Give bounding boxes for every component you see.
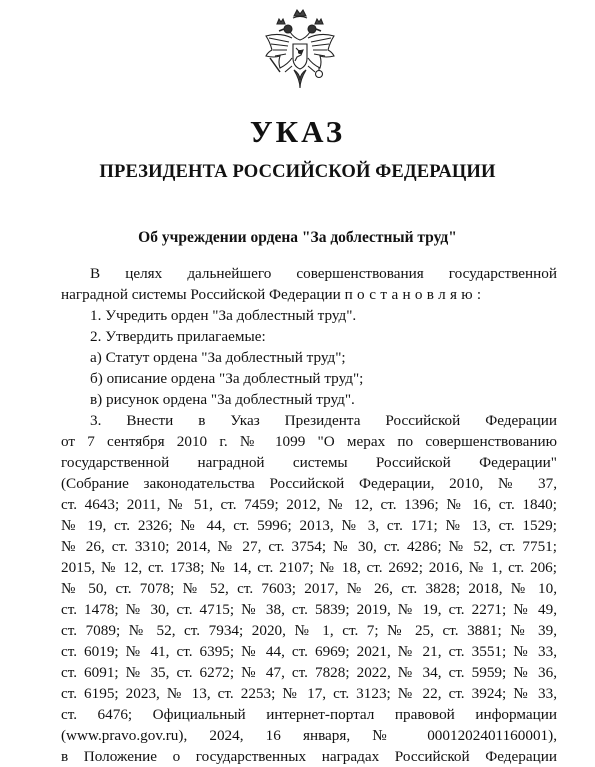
text-line-content: № 26, ст. 3310; 2014, № 27, ст. 3754; № 30, ст. 4286; № 52, ст. 7751;	[61, 538, 557, 555]
text-line-content: (Собрание законодательства Российской Федерации, 2010, № 37,	[61, 475, 557, 492]
text-line-content: ст. 7089; № 52, ст. 7934; 2020, № 1, ст. 7; № 25, ст. 3881; № 39,	[61, 622, 557, 639]
spaced-word: постановляю:	[344, 286, 486, 303]
decree-body	[61, 263, 557, 767]
text-line	[61, 536, 557, 557]
text-line	[61, 431, 557, 452]
text-line-content: ст. 6195; 2023, № 13, ст. 2253; № 17, ст. 3123; № 22, ст. 3924; № 33,	[61, 685, 557, 702]
text-line	[61, 578, 557, 599]
text-line	[61, 620, 557, 641]
coat-of-arms-emblem-icon	[259, 4, 341, 92]
text-line	[61, 704, 557, 725]
text-line	[61, 473, 557, 494]
text-line	[61, 599, 557, 620]
text-line	[61, 683, 557, 704]
text-line-content: 2. Утвердить прилагаемые:	[90, 328, 266, 345]
text-line-content: б) описание ордена "За доблестный труд";	[90, 370, 364, 387]
text-line-content: наградной системы Российской Федерации	[61, 286, 345, 303]
text-line	[61, 662, 557, 683]
text-line	[61, 494, 557, 515]
text-line-content: ст. 4643; 2011, № 51, ст. 7459; 2012, № 12, ст. 1396; № 16, ст. 1840;	[61, 496, 557, 513]
text-line	[61, 368, 557, 389]
text-line-content: № 50, ст. 7078; № 52, ст. 7603; 2017, № 26, ст. 3828; 2018, № 10,	[61, 580, 557, 597]
text-line-content: В целях дальнейшего совершенствования государственной	[90, 265, 557, 282]
text-line	[61, 725, 557, 746]
text-line-content: 3. Внести в Указ Президента Российской Федерации	[90, 412, 557, 429]
text-line	[61, 452, 557, 473]
text-line	[61, 746, 557, 767]
document-subtitle: ПРЕЗИДЕНТА РОССИЙСКОЙ ФЕДЕРАЦИИ	[99, 161, 496, 182]
text-line	[61, 347, 557, 368]
text-line-content: в) рисунок ордена "За доблестный труд".	[90, 391, 355, 408]
text-line-content: от 7 сентября 2010 г. № 1099 "О мерах по совершенствованию	[61, 433, 557, 450]
text-line-content: ст. 6091; № 35, ст. 6272; № 47, ст. 7828; 2022, № 34, ст. 5959; № 36,	[61, 664, 557, 681]
text-line	[61, 557, 557, 578]
text-line-content: в Положение о государственных наградах Российской Федерации	[61, 748, 557, 765]
text-line	[61, 326, 557, 347]
text-line	[61, 284, 557, 305]
text-line-content: ст. 1478; № 30, ст. 4715; № 38, ст. 5839; 2019, № 19, ст. 2271; № 49,	[61, 601, 557, 618]
text-line-content: (www.pravo.gov.ru), 2024, 16 января, № 0001202401160001),	[61, 727, 557, 744]
decree-heading: Об учреждении ордена "За доблестный труд"	[138, 229, 457, 246]
text-line-content: ст. 6476; Официальный интернет-портал правовой информации	[61, 706, 557, 723]
text-line-content: а) Статут ордена "За доблестный труд";	[90, 349, 346, 366]
double-headed-eagle-icon	[259, 4, 341, 92]
text-line-content: 1. Учредить орден "За доблестный труд".	[90, 307, 357, 324]
text-line-content: № 19, ст. 2326; № 44, ст. 5996; 2013, № 3, ст. 171; № 13, ст. 1529;	[61, 517, 557, 534]
text-line	[61, 389, 557, 410]
text-line	[61, 263, 557, 284]
text-line	[61, 641, 557, 662]
document-title: УКАЗ	[249, 114, 346, 149]
text-line-content: государственной наградной системы Российской Федерации"	[61, 454, 557, 471]
text-line-content: ст. 6019; № 41, ст. 6395; № 44, ст. 6969; 2021, № 21, ст. 3551; № 33,	[61, 643, 557, 660]
text-line	[61, 305, 557, 326]
text-line	[61, 410, 557, 431]
text-line-content: 2015, № 12, ст. 1738; № 14, ст. 2107; № 18, ст. 2692; 2016, № 1, ст. 206;	[61, 559, 557, 576]
text-line	[61, 515, 557, 536]
